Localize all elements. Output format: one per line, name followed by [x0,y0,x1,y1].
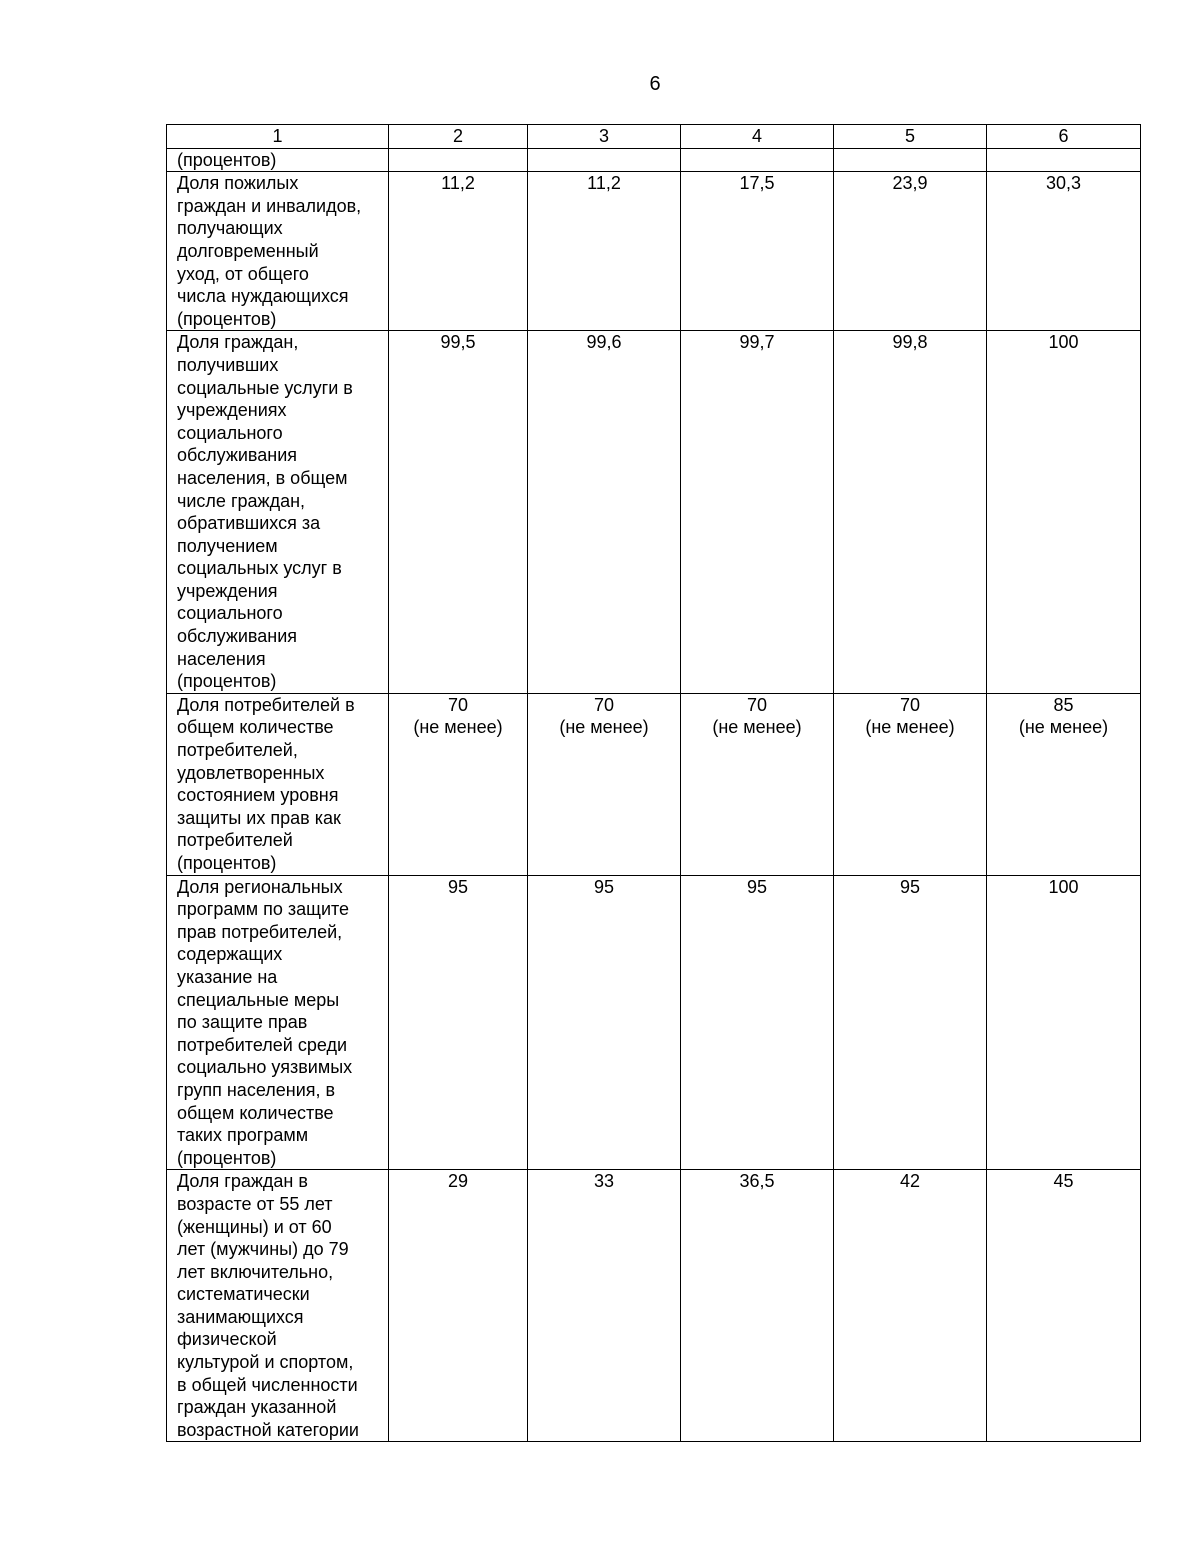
row-value: 42 [834,1170,987,1442]
table-row [167,148,1141,172]
column-header: 2 [389,125,528,149]
row-value: 23,9 [834,172,987,331]
row-value: 95 [389,875,528,1170]
row-value: 45 [987,1170,1141,1442]
column-header: 4 [681,125,834,149]
row-value: 17,5 [681,172,834,331]
table-row [167,331,1141,694]
table-row [167,172,1141,331]
column-header: 5 [834,125,987,149]
row-value: 95 [834,875,987,1170]
row-value: 36,5 [681,1170,834,1442]
table-header-row [167,125,1141,149]
row-value: 11,2 [528,172,681,331]
row-value: 95 [528,875,681,1170]
row-value: 70 (не менее) [834,693,987,875]
row-value: 99,8 [834,331,987,694]
row-value: 85 (не менее) [987,693,1141,875]
row-label: Доля граждан, получивших социальные услуги в учреждениях социального обслуживания населения, в общем числе граждан, обратившихся за получением социальных услуг в учреждения социального обслуживания населения (процентов) [167,331,389,694]
row-value: 70 (не менее) [528,693,681,875]
row-label: Доля региональных программ по защите прав потребителей, содержащих указание на специальные меры по защите прав потребителей среди социально уязвимых групп населения, в общем количестве таких программ (процентов) [167,875,389,1170]
row-label: Доля пожилых граждан и инвалидов, получающих долговременный уход, от общего числа нуждающихся (процентов) [167,172,389,331]
column-header: 1 [167,125,389,149]
table-row [167,875,1141,1170]
row-value [681,148,834,172]
row-value [987,148,1141,172]
table-row [167,1170,1141,1442]
row-value: 70 (не менее) [389,693,528,875]
table-row [167,693,1141,875]
row-value: 100 [987,331,1141,694]
row-label: (процентов) [167,148,389,172]
column-header: 6 [987,125,1141,149]
page-number: 6 [649,73,661,95]
row-value: 11,2 [389,172,528,331]
row-value: 99,6 [528,331,681,694]
row-value: 33 [528,1170,681,1442]
row-value: 70 (не менее) [681,693,834,875]
column-header: 3 [528,125,681,149]
row-value: 30,3 [987,172,1141,331]
row-value: 99,7 [681,331,834,694]
row-value: 29 [389,1170,528,1442]
row-value: 95 [681,875,834,1170]
row-value [528,148,681,172]
row-value [834,148,987,172]
row-value [389,148,528,172]
indicators-table [166,124,1141,1442]
row-label: Доля граждан в возрасте от 55 лет (женщины) и от 60 лет (мужчины) до 79 лет включительно, систематически занимающихся физической культурой и спортом, в общей численности граждан указанной возрастной категории [167,1170,389,1442]
row-label: Доля потребителей в общем количестве потребителей, удовлетворенных состоянием уровня защиты их прав как потребителей (процентов) [167,693,389,875]
row-value: 99,5 [389,331,528,694]
row-value: 100 [987,875,1141,1170]
